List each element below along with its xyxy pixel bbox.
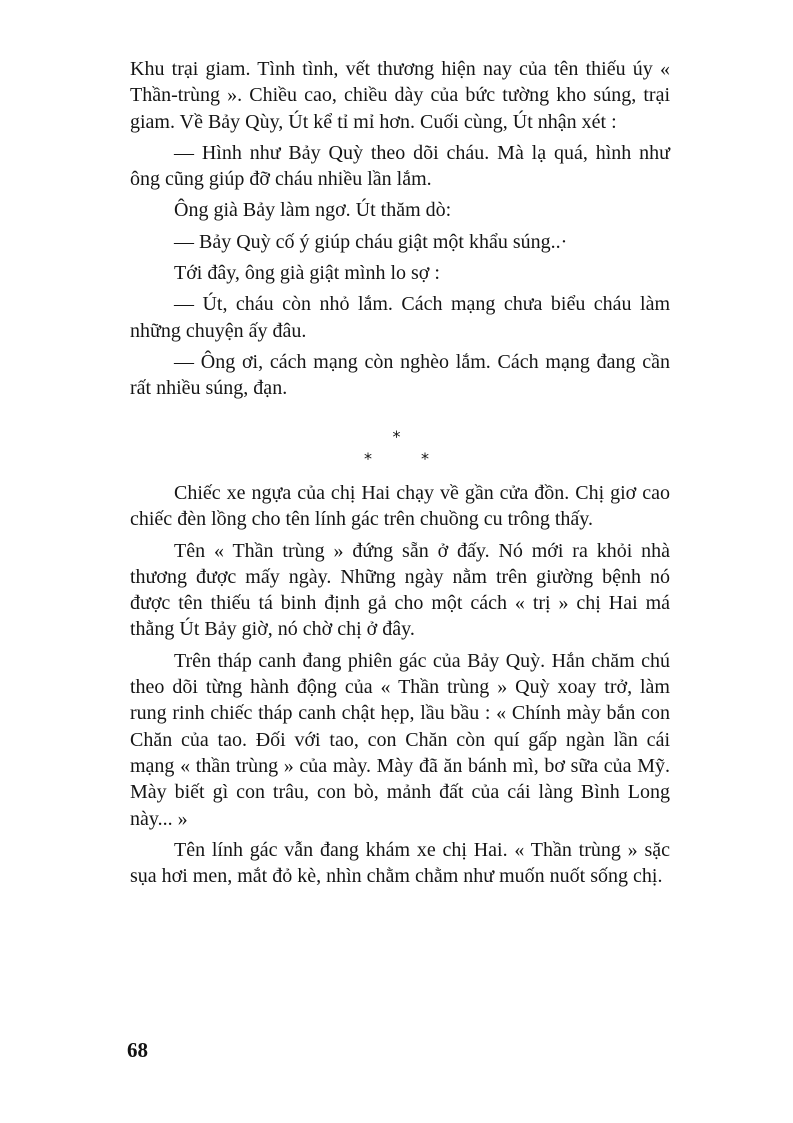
- page-number: 68: [127, 1038, 148, 1062]
- paragraph: Chiếc xe ngựa của chị Hai chạy về gần cửa đồn. Chị giơ cao chiếc đèn lồng cho tên lính gác trên chuồng cu trông thấy.: [130, 482, 670, 531]
- paragraph: Khu trại giam. Tình tình, vết thương hiện nay của tên thiếu úy « Thần-trùng ». Chiều cao, chiều dày của bức tường kho súng, trại giam. Về Bảy Qùy, Út kể tỉ mỉ hơn. Cuối cùng, Út nhận xét :: [130, 58, 670, 133]
- paragraph: — Út, cháu còn nhỏ lắm. Cách mạng chưa biểu cháu làm những chuyện ấy đâu.: [130, 293, 670, 342]
- section-one: [130, 56, 670, 402]
- section-two: [130, 480, 670, 889]
- paragraph: Tên « Thần trùng » đứng sẵn ở đấy. Nó mới ra khỏi nhà thương được mấy ngày. Những ngày nằm trên giường bệnh nó được tên thiếu tá binh định gả cho một cách « trị » chị Hai má thằng Út Bảy giờ, nó chờ chị ở đây.: [130, 539, 670, 641]
- section-divider-bottom: * *: [363, 449, 452, 468]
- section-divider-top: *: [392, 427, 401, 446]
- paragraph: Trên tháp canh đang phiên gác của Bảy Quỳ. Hắn chăm chú theo dõi từng hành động của « Thần trùng » Quỳ xoay trở, làm rung rinh chiếc tháp canh chật hẹp, lầu bầu : « Chính mày bắn con Chăn của tao. Đối với tao, con Chăn còn quí gấp ngàn lần cái mạng « thần trùng » của mày. Mày đã ăn bánh mì, bơ sữa của Mỹ. Mày biết gì con trâu, con bò, mảnh đất của cái làng Bình Long này... »: [130, 649, 670, 830]
- paragraph: Tên lính gác vẫn đang khám xe chị Hai. « Thần trùng » sặc sụa hơi men, mắt đỏ kè, nhìn chằm chằm như muốn nuốt sống chị.: [130, 838, 670, 888]
- paragraph: — Bảy Quỳ cố ý giúp cháu giật một khẩu súng..·: [174, 230, 568, 253]
- paragraph: — Ông ơi, cách mạng còn nghèo lắm. Cách mạng đang cần rất nhiều súng, đạn.: [130, 350, 670, 400]
- paragraph: — Hình như Bảy Quỳ theo dõi cháu. Mà lạ quá, hình như ông cũng giúp đỡ cháu nhiều lần lắm.: [130, 141, 670, 191]
- paragraph: Ông già Bảy làm ngơ. Út thăm dò:: [174, 199, 452, 222]
- paragraph: Tới đây, ông già giật mình lo sợ :: [174, 262, 440, 285]
